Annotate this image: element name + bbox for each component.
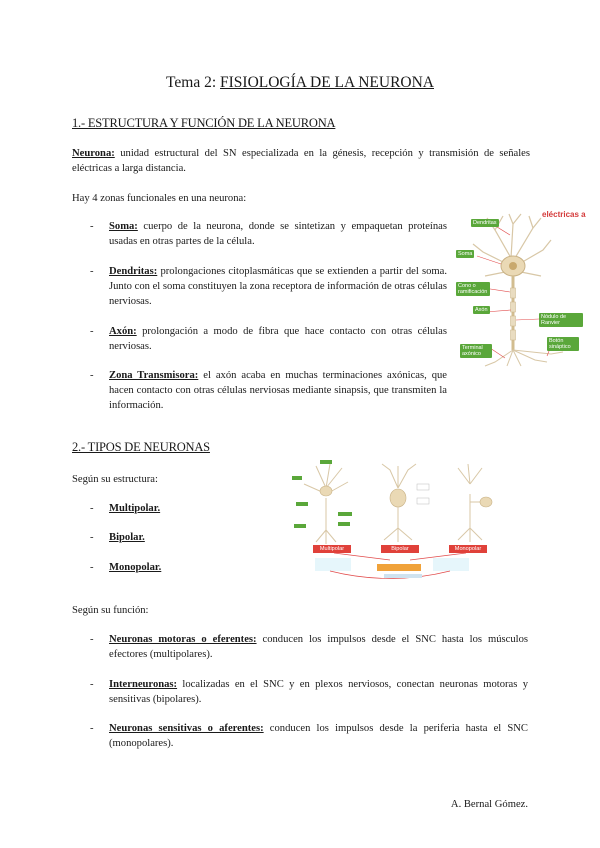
author: A. Bernal Gómez. xyxy=(450,799,528,810)
function-text: localizadas en el SNC y en plexos nerviosos, conectan neuronas motoras y sensitivas (bipolares). xyxy=(109,679,528,705)
structure-bipolar: Bipolar. xyxy=(109,532,145,543)
section-1-heading: 1.- ESTRUCTURA Y FUNCIÓN DE LA NEURONA xyxy=(72,116,336,130)
structure-multipolar: Multipolar. xyxy=(109,503,161,514)
page-title xyxy=(0,74,600,92)
list-item: - Dendritas: prolongaciones citoplasmáticas que se extienden a partir del soma. Junto con el soma constituyen la zona receptora de información de otras células nerviosas. xyxy=(90,266,447,307)
neuron-types-figure xyxy=(290,458,530,586)
figure-corner-text: eléctricas a xyxy=(542,210,586,219)
function-term: Interneuronas: xyxy=(109,679,178,690)
label-boton: Botón sináptico xyxy=(547,337,579,351)
item-term: Soma: xyxy=(109,221,138,232)
zones-intro: Hay 4 zonas funcionales en una neurona: xyxy=(72,193,247,204)
list-item: - Bipolar. xyxy=(90,532,145,543)
function-term: Neuronas motoras o eferentes: xyxy=(109,634,257,645)
neuron-structure-figure xyxy=(455,210,595,375)
box-multipolar: Multipolar xyxy=(313,545,351,553)
item-term: Axón: xyxy=(109,326,137,337)
item-term: Zona Transmisora: xyxy=(109,370,199,381)
label-cono: Cono o ramificación xyxy=(456,282,490,296)
list-item: - Neuronas sensitivas o aferentes: conducen los impulsos desde la periferia hasta el SNC (monopolares). xyxy=(90,723,528,749)
item-text: el axón acaba en muchas terminaciones axónicas, que hacen contacto con otras células nerviosas mediante sinapsis, que transmiten la información. xyxy=(109,370,447,411)
label-nodulo: Nódulo de Ranvier xyxy=(539,313,583,327)
neurona-term: Neurona: xyxy=(72,148,115,159)
title-main: FISIOLOGÍA DE LA NEURONA xyxy=(220,74,434,91)
label-soma: Soma xyxy=(458,251,473,257)
list-item: - Neuronas motoras o eferentes: conducen los impulsos desde el SNC hasta los músculos efectores (multipolares). xyxy=(90,634,528,660)
list-item: - Axón: prolongación a modo de fibra que hace contacto con otras células nerviosas. xyxy=(90,326,447,352)
by-function-label: Según su función: xyxy=(72,605,149,616)
box-bipolar: Bipolar xyxy=(381,545,419,553)
structure-monopolar: Monopolar. xyxy=(109,562,162,573)
list-item: - Interneuronas: localizadas en el SNC y en plexos nerviosos, conectan neuronas motoras y sensitivas (bipolares). xyxy=(90,679,528,705)
function-term: Neuronas sensitivas o aferentes: xyxy=(109,723,264,734)
section-2-heading: 2.- TIPOS DE NEURONAS xyxy=(72,440,210,454)
function-text: conducen los impulsos desde el SNC hasta los músculos efectores (multipolares). xyxy=(109,634,528,660)
item-text: prolongaciones citoplasmáticas que se extienden a partir del soma. Junto con el soma constituyen la zona receptora de información de otras células nerviosas. xyxy=(109,266,447,307)
list-item: - Monopolar. xyxy=(90,562,162,573)
label-terminal: Terminal axónico xyxy=(460,344,492,358)
box-monopolar: Monopolar xyxy=(449,545,487,553)
neurona-text: unidad estructural del SN especializada en la génesis, recepción y transmisión de señales eléctricas a larga distancia. xyxy=(72,148,530,174)
item-text: cuerpo de la neurona, donde se sintetizan y empaquetan proteínas usadas en otras partes de la célula. xyxy=(109,221,447,247)
item-term: Dendritas: xyxy=(109,266,158,277)
title-prefix: Tema 2: xyxy=(166,74,221,91)
by-structure-label: Según su estructura: xyxy=(72,474,158,485)
list-item: - Multipolar. xyxy=(90,503,161,514)
function-text: conducen los impulsos desde la periferia hasta el SNC (monopolares). xyxy=(109,723,528,749)
neuron-types-illustration xyxy=(290,458,530,586)
list-item: - Soma: cuerpo de la neurona, donde se sintetizan y empaquetan proteínas usadas en otras partes de la célula. xyxy=(90,221,447,247)
label-dendritas: Dendritas xyxy=(473,220,497,226)
item-text: prolongación a modo de fibra que hace contacto con otras células nerviosas. xyxy=(109,326,447,352)
neurona-definition xyxy=(72,146,530,176)
list-item: - Zona Transmisora: el axón acaba en muchas terminaciones axónicas, que hacen contacto con otras células nerviosas mediante sinapsis, que transmiten la información. xyxy=(90,370,447,411)
label-axon: Axón xyxy=(475,307,488,313)
